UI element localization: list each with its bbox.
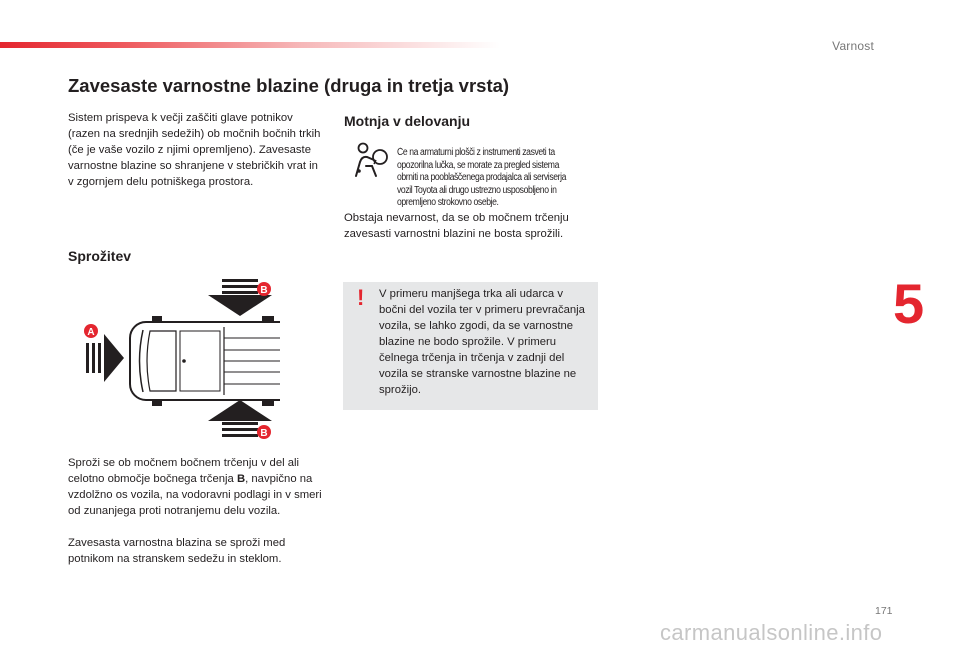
vehicle-top-view: [130, 316, 280, 406]
arrow-a-icon: [86, 334, 124, 382]
motnja-paragraph: Obstaja nevarnost, da se ob močnem trčenju zavesasti varnostni blazini ne bosta sprožili.: [344, 212, 569, 240]
watermark: carmanualsonline.info: [660, 620, 883, 645]
label-b-top: B: [260, 285, 268, 296]
page-number: 171: [875, 605, 893, 617]
label-a: A: [87, 327, 95, 338]
label-b-bottom: B: [260, 428, 268, 439]
sprozitev-text-b: , navpično na vzdolžno os vozila, na vodoravni podlagi in v smeri od zunanjega proti notranjemu delu vozila.: [68, 473, 322, 517]
chapter-number: 5: [893, 272, 925, 335]
sprozitev-heading: Sprožitev: [68, 248, 132, 264]
note-text: V primeru manjšega trka ali udarca v bočni del vozila ter v primeru prevračanja vozila, se lahko zgodi, da se varnostne blazine ne bodo sprožile. V primeru čelnega trčenja in trčenja v zadnji del vozila se stranske varnostne blazine ne sprožijo.: [379, 288, 585, 396]
section-label: Varnost: [832, 39, 874, 53]
side-impact-diagram: [80, 274, 280, 444]
sprozitev-text-a: Sproži se ob močnem bočnem trčenju v del ali celotno območje bočnega trčenja: [68, 457, 300, 485]
airbag-warning-lamp-icon: [350, 140, 390, 180]
motnja-heading: Motnja v delovanju: [344, 113, 471, 129]
exclamation-icon: !: [357, 285, 365, 310]
sprozitev-bold-b: B: [236, 473, 246, 485]
sprozitev-paragraph: [68, 455, 323, 519]
header-accent-bar: [0, 42, 500, 48]
warning-lamp-text: Če na armaturni plošči z instrumenti zasveti ta opozorilna lučka, se morate za pregled sistema obrniti na pooblaščenega prodajalca ali serviserja vozil Toyota ali drugo ustrezno usposobljeno in opremljeno strokovno osebje.: [397, 147, 567, 209]
page-title: Zavesaste varnostne blazine (druga in tretja vrsta): [68, 75, 510, 96]
sprozitev-paragraph-2: Zavesasta varnostna blazina se sproži med potnikom na stranskem sedežu in steklom.: [68, 537, 286, 565]
intro-paragraph: Sistem prispeva k večji zaščiti glave potnikov (razen na srednjih sedežih) ob močnih bočnih trkih (če je vaše vozilo z njimi opremljeno). Zavesaste varnostne blazine so shranjene v stebričkih vrat in v zgornjem delu potniškega prostora.: [68, 112, 321, 188]
